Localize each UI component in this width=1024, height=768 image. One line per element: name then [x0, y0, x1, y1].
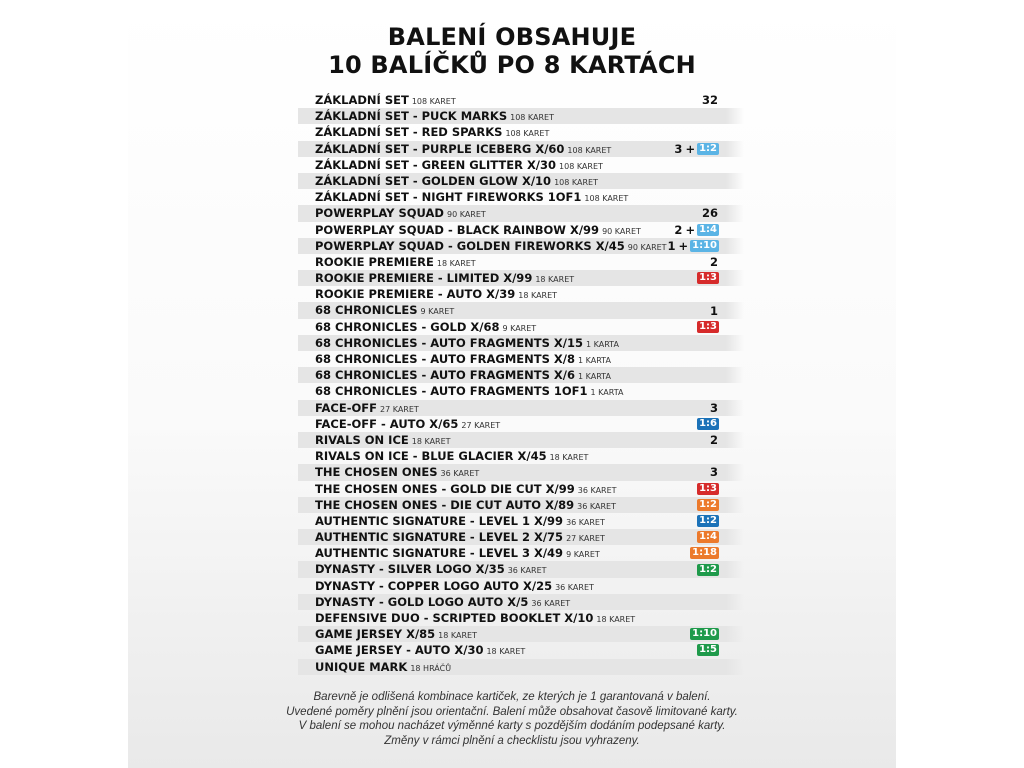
card-count: 90 KARET [627, 242, 667, 252]
table-row [298, 610, 726, 626]
set-name: ROOKIE PREMIERE [315, 254, 434, 269]
set-name: THE CHOSEN ONES - GOLD DIE CUT X/99 [315, 481, 575, 496]
card-count: 108 KARET [567, 145, 612, 155]
row-value [709, 432, 719, 448]
set-name: ZÁKLADNÍ SET - GOLDEN GLOW X/10 [315, 173, 552, 188]
card-count: 1 KARTA [585, 339, 619, 349]
table-row [298, 529, 726, 545]
table-row [298, 432, 726, 448]
set-name: FACE-OFF - AUTO X/65 [315, 416, 459, 431]
card-count: 18 KARET [535, 275, 575, 285]
table-row [298, 319, 726, 335]
set-name: ZÁKLADNÍ SET - RED SPARKS [315, 125, 503, 140]
ratio-badge: 1:2 [699, 498, 717, 510]
ratio-badge: 1:3 [699, 320, 717, 332]
card-count: 108 KARET [559, 161, 603, 171]
footer-note-line: Změny v rámci plnění a checklistu jsou vyhrazeny. [384, 734, 640, 747]
set-name: AUTHENTIC SIGNATURE - LEVEL 2 X/75 [315, 530, 564, 545]
ratio-badge: 1:2 [699, 563, 717, 575]
card-count: 90 KARET [602, 226, 641, 236]
set-name: POWERPLAY SQUAD - BLACK RAINBOW X/99 [315, 222, 600, 237]
card-count: 18 HRÁČŮ [410, 663, 452, 673]
table-row [298, 205, 726, 221]
set-name: ZÁKLADNÍ SET - PUCK MARKS [315, 109, 508, 124]
card-count: 90 KARET [446, 210, 486, 220]
table-row [298, 367, 726, 383]
table-row [298, 416, 726, 432]
card-count: 27 KARET [566, 534, 605, 544]
footer-note-line: V balení se mohou nacházet výměnné karty s pozdějším dodáním podepsané karty. [298, 720, 726, 732]
table-row [298, 642, 726, 658]
set-name: ROOKIE PREMIERE - LIMITED X/99 [315, 271, 533, 286]
table-row [298, 464, 726, 480]
footer-note-line: Barevně je odlišená kombinace kartiček, ze kterých je 1 garantovaná v balení. [313, 691, 711, 703]
quantity-value: 1 [709, 303, 718, 318]
card-count: 108 KARET [584, 194, 629, 204]
quantity-value: 2 [674, 222, 683, 237]
card-count: 36 KARET [507, 566, 547, 576]
table-row [298, 92, 726, 108]
set-name: UNIQUE MARK [315, 659, 408, 674]
footer-note-line: Uvedené poměry plnění jsou orientační. Balení může obsahovat časově limitované karty. [286, 705, 738, 718]
quantity-value: 26 [701, 206, 718, 221]
set-name: RIVALS ON ICE - BLUE GLACIER X/45 [315, 449, 547, 464]
row-value [709, 254, 719, 270]
row-value [697, 561, 719, 577]
ratio-badge: 1:4 [699, 223, 717, 235]
row-value [701, 92, 719, 108]
row-label [315, 659, 451, 677]
set-name: RIVALS ON ICE [315, 432, 409, 447]
card-count: 36 KARET [440, 469, 480, 479]
set-name: GAME JERSEY - AUTO X/30 [315, 643, 484, 658]
card-count: 108 KARET [411, 97, 456, 106]
ratio-badge: 1:6 [699, 417, 717, 429]
set-name: DYNASTY - COPPER LOGO AUTO X/25 [315, 578, 553, 593]
ratio-badge: 1:3 [699, 272, 717, 284]
set-name: 68 CHRONICLES - AUTO FRAGMENTS 1OF1 [315, 384, 588, 399]
card-count: 18 KARET [411, 436, 451, 446]
quantity-value: 2 [709, 254, 718, 269]
set-name: DEFENSIVE DUO - SCRIPTED BOOKLET X/10 [315, 611, 594, 625]
title-line-1: BALENÍ OBSAHUJE [387, 23, 637, 51]
card-count: 36 KARET [577, 485, 617, 495]
card-count: 18 KARET [549, 453, 589, 463]
set-name: 68 CHRONICLES [315, 303, 418, 318]
row-value [709, 302, 719, 318]
row-value [697, 513, 719, 529]
table-row [298, 351, 726, 367]
row-value [697, 497, 719, 513]
row-value [690, 626, 719, 642]
card-count: 9 KARET [566, 550, 600, 560]
table-row [298, 108, 726, 124]
row-value [697, 642, 719, 658]
table-row [298, 238, 726, 254]
table-row [298, 578, 726, 594]
row-value [697, 529, 719, 545]
set-name: ZÁKLADNÍ SET - GREEN GLITTER X/30 [315, 157, 557, 172]
set-name: ZÁKLADNÍ SET - PURPLE ICEBERG X/60 [315, 141, 565, 156]
card-count: 1 KARTA [590, 388, 624, 398]
set-name: ZÁKLADNÍ SET - NIGHT FIREWORKS 1OF1 [315, 190, 582, 205]
ratio-badge: 1:2 [699, 514, 717, 526]
table-row [298, 545, 726, 561]
set-name: FACE-OFF [315, 400, 377, 415]
row-value [690, 545, 719, 561]
row-value [709, 400, 719, 416]
table-row [298, 659, 726, 675]
row-value [666, 238, 719, 254]
card-count: 108 KARET [554, 177, 598, 187]
row-value [701, 205, 719, 221]
row-value [697, 416, 719, 432]
quantity-value: 32 [701, 93, 718, 108]
ratio-badge: 1:5 [699, 644, 717, 656]
table-row [298, 497, 726, 513]
card-count: 1 KARTA [577, 356, 611, 365]
table-row [298, 513, 726, 529]
set-name: 68 CHRONICLES - AUTO FRAGMENTS X/8 [315, 352, 575, 366]
card-count: 36 KARET [531, 598, 571, 608]
plus-sign: + [685, 141, 696, 156]
card-count: 9 KARET [420, 307, 455, 317]
ratio-badge: 1:3 [699, 482, 717, 494]
ratio-badge: 1:10 [692, 239, 717, 251]
table-row [298, 383, 726, 399]
card-count: 18 KARET [596, 615, 636, 624]
row-value [697, 319, 719, 335]
table-row [298, 124, 726, 140]
table-row [298, 400, 726, 416]
table-row [298, 594, 726, 610]
set-name: 68 CHRONICLES - GOLD X/68 [315, 319, 500, 334]
card-count: 27 KARET [461, 420, 501, 430]
card-count: 36 KARET [566, 517, 605, 527]
ratio-badge: 1:10 [692, 628, 717, 640]
card-count: 36 KARET [577, 501, 616, 511]
row-value [697, 270, 719, 286]
card-count: 9 KARET [502, 323, 537, 333]
card-count: 18 KARET [436, 258, 476, 268]
card-count: 108 KARET [510, 113, 554, 123]
set-name: THE CHOSEN ONES [315, 465, 438, 480]
page-title [0, 23, 1024, 79]
plus-sign: + [685, 222, 696, 237]
set-name: AUTHENTIC SIGNATURE - LEVEL 1 X/99 [315, 513, 564, 528]
table-row [298, 173, 726, 189]
set-name: POWERPLAY SQUAD - GOLDEN FIREWORKS X/45 [315, 238, 625, 253]
table-row [298, 141, 726, 157]
contents-table [298, 92, 726, 675]
table-row [298, 626, 726, 642]
set-name: THE CHOSEN ONES - DIE CUT AUTO X/89 [315, 497, 575, 512]
table-row [298, 157, 726, 173]
card-count: 1 KARTA [577, 372, 611, 382]
ratio-badge: 1:4 [699, 531, 717, 543]
table-row [298, 448, 726, 464]
quantity-value: 3 [709, 465, 718, 480]
table-row [298, 481, 726, 497]
set-name: 68 CHRONICLES - AUTO FRAGMENTS X/6 [315, 368, 575, 383]
card-count: 18 KARET [486, 647, 526, 657]
card-count: 18 KARET [518, 291, 558, 301]
footer-note [0, 690, 1024, 748]
quantity-value: 3 [709, 400, 718, 415]
set-name: DYNASTY - GOLD LOGO AUTO X/5 [315, 594, 529, 609]
table-row [298, 189, 726, 205]
card-count: 18 KARET [438, 631, 477, 641]
quantity-value: 3 [674, 141, 683, 156]
quantity-value: 2 [709, 433, 718, 448]
card-count: 108 KARET [505, 129, 550, 139]
card-count: 36 KARET [555, 582, 594, 592]
table-row [298, 254, 726, 270]
table-row [298, 286, 726, 302]
table-row [298, 302, 726, 318]
ratio-badge: 1:2 [699, 142, 717, 154]
set-name: AUTHENTIC SIGNATURE - LEVEL 3 X/49 [315, 546, 564, 561]
set-name: DYNASTY - SILVER LOGO X/35 [315, 562, 505, 577]
quantity-value: 1 [667, 238, 676, 253]
ratio-badge: 1:18 [692, 547, 717, 559]
set-name: ROOKIE PREMIERE - AUTO X/39 [315, 287, 516, 302]
row-value [673, 222, 719, 238]
table-row [298, 335, 726, 351]
table-row [298, 222, 726, 238]
title-line-2: 10 BALÍČKŮ PO 8 KARTÁCH [328, 51, 696, 79]
set-name: ZÁKLADNÍ SET [315, 93, 409, 107]
table-row [298, 270, 726, 286]
table-row [298, 561, 726, 577]
card-count: 27 KARET [380, 404, 419, 414]
set-name: POWERPLAY SQUAD [315, 206, 444, 221]
set-name: GAME JERSEY X/85 [315, 627, 436, 642]
set-name: 68 CHRONICLES - AUTO FRAGMENTS X/15 [315, 335, 583, 350]
plus-sign: + [678, 238, 689, 253]
row-value [709, 464, 719, 480]
row-value [673, 141, 719, 157]
row-value [697, 481, 719, 497]
